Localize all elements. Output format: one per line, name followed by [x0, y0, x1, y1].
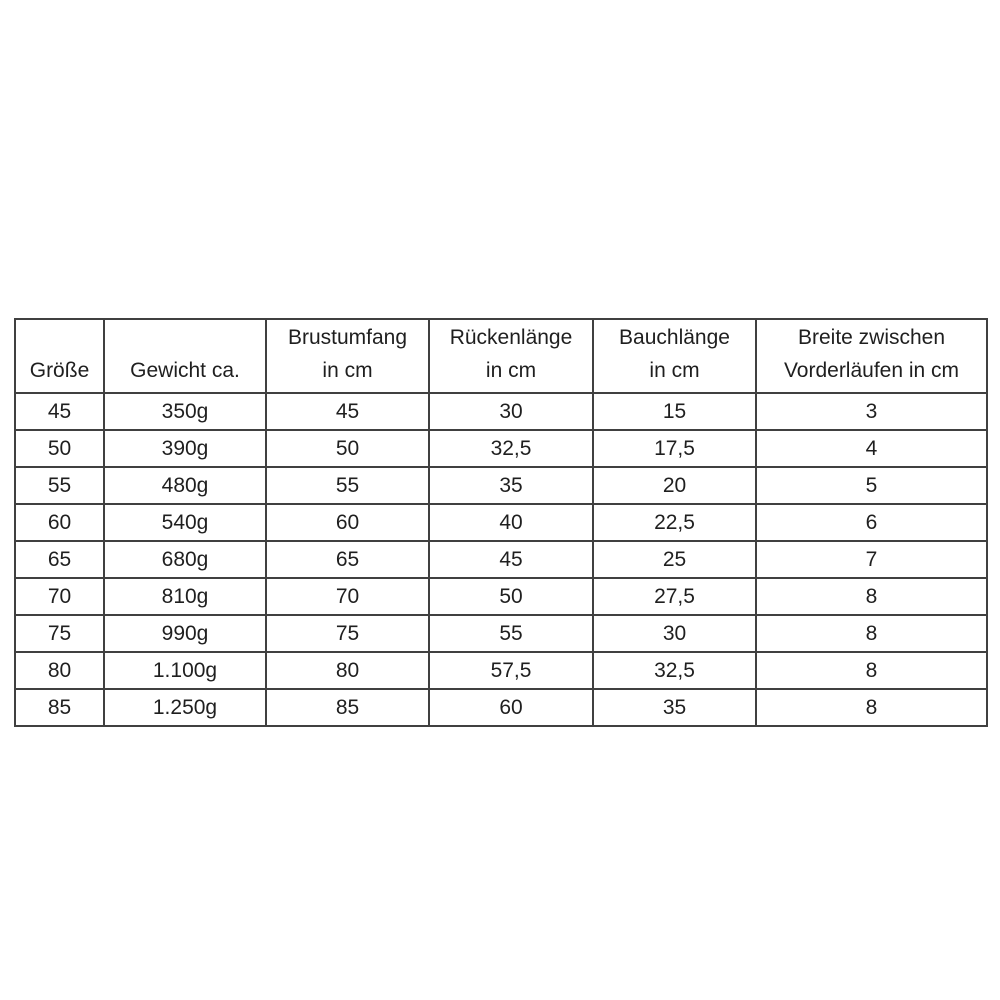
header-cell-1 [104, 319, 266, 393]
table-cell: 7 [756, 541, 987, 578]
table-cell: 30 [593, 615, 756, 652]
table-cell: 6 [756, 504, 987, 541]
header-line: Vorderläufen in cm [783, 359, 960, 382]
table-cell: 1.100g [104, 652, 266, 689]
size-chart-body [15, 393, 987, 726]
header-line: in cm [322, 359, 373, 382]
header-line: Rückenlänge [449, 326, 573, 349]
table-cell: 60 [266, 504, 429, 541]
table-cell: 810g [104, 578, 266, 615]
table-cell: 75 [266, 615, 429, 652]
header-cell-5 [756, 319, 987, 393]
table-cell: 60 [429, 689, 593, 726]
table-row [15, 541, 987, 578]
table-cell: 45 [429, 541, 593, 578]
table-cell: 70 [15, 578, 104, 615]
table-cell: 5 [756, 467, 987, 504]
table-cell: 50 [15, 430, 104, 467]
table-cell: 8 [756, 689, 987, 726]
table-cell: 1.250g [104, 689, 266, 726]
table-cell: 8 [756, 652, 987, 689]
header-line: in cm [485, 359, 537, 382]
table-row [15, 430, 987, 467]
table-cell: 50 [266, 430, 429, 467]
table-cell: 35 [429, 467, 593, 504]
header-line: in cm [649, 359, 700, 382]
table-cell: 8 [756, 615, 987, 652]
table-cell: 60 [15, 504, 104, 541]
table-cell: 32,5 [429, 430, 593, 467]
table-cell: 480g [104, 467, 266, 504]
header-line: Brustumfang [287, 326, 408, 349]
table-row [15, 689, 987, 726]
table-cell: 22,5 [593, 504, 756, 541]
table-cell: 35 [593, 689, 756, 726]
table-cell: 45 [15, 393, 104, 430]
header-row [15, 319, 987, 393]
table-row [15, 467, 987, 504]
table-cell: 15 [593, 393, 756, 430]
header-line: Gewicht ca. [130, 359, 240, 382]
size-chart-table [14, 318, 988, 727]
header-line: Größe [29, 359, 90, 382]
table-cell: 85 [15, 689, 104, 726]
table-cell: 55 [15, 467, 104, 504]
table-cell: 30 [429, 393, 593, 430]
table-cell: 75 [15, 615, 104, 652]
table-cell: 350g [104, 393, 266, 430]
header-cell-3 [429, 319, 593, 393]
table-row [15, 652, 987, 689]
table-cell: 80 [266, 652, 429, 689]
table-cell: 25 [593, 541, 756, 578]
table-cell: 85 [266, 689, 429, 726]
table-cell: 32,5 [593, 652, 756, 689]
header-cell-0 [15, 319, 104, 393]
table-cell: 45 [266, 393, 429, 430]
table-cell: 20 [593, 467, 756, 504]
table-cell: 990g [104, 615, 266, 652]
table-cell: 17,5 [593, 430, 756, 467]
table-cell: 65 [15, 541, 104, 578]
table-cell: 80 [15, 652, 104, 689]
table-cell: 3 [756, 393, 987, 430]
header-cell-2 [266, 319, 429, 393]
table-cell: 55 [429, 615, 593, 652]
table-row [15, 393, 987, 430]
table-cell: 8 [756, 578, 987, 615]
table-row [15, 504, 987, 541]
table-cell: 4 [756, 430, 987, 467]
table-row [15, 578, 987, 615]
table-cell: 70 [266, 578, 429, 615]
table-cell: 27,5 [593, 578, 756, 615]
table-cell: 680g [104, 541, 266, 578]
table-cell: 540g [104, 504, 266, 541]
header-line: Bauchlänge [619, 326, 730, 349]
table-cell: 57,5 [429, 652, 593, 689]
header-cell-4 [593, 319, 756, 393]
size-chart-head [15, 319, 987, 393]
table-cell: 40 [429, 504, 593, 541]
table-cell: 50 [429, 578, 593, 615]
table-cell: 55 [266, 467, 429, 504]
header-line: Breite zwischen [797, 326, 946, 349]
table-cell: 390g [104, 430, 266, 467]
table-cell: 65 [266, 541, 429, 578]
table-row [15, 615, 987, 652]
